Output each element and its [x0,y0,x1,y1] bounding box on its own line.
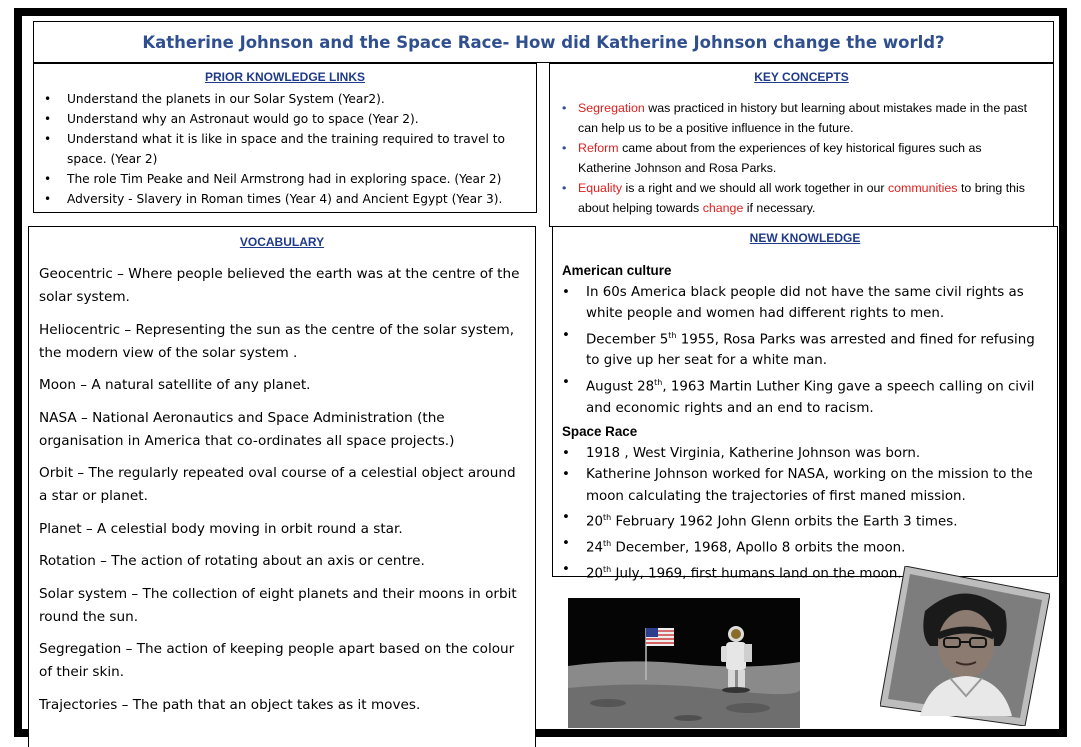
list-item [562,507,1050,533]
bullet-icon: • [562,284,570,300]
prior-knowledge-text: Adversity - Slavery in Roman times (Year 4) and Ancient Egypt (Year 3). [67,192,503,206]
list-item [562,443,1050,465]
list-item [562,178,1036,218]
list-item [44,89,524,109]
american-culture-heading: American culture [562,263,672,278]
ordinal-suffix: th [603,513,612,523]
concept-term: Reform [578,141,619,155]
bullet-icon: • [44,92,52,106]
prior-knowledge-text: Understand what it is like in space and the training required to travel to space. (Year 2) [67,132,505,166]
vocabulary-entry: Orbit – The regularly repeated oval course of a celestial object around a star or planet. [39,465,516,504]
list-item [44,169,524,189]
fact-text: 20 [586,514,604,530]
vocabulary-panel [28,226,536,747]
fact-text: August 28 [586,379,655,395]
list-item [562,138,1036,178]
vocabulary-entry: Moon – A natural satellite of any planet. [39,377,311,393]
list-item [562,325,1050,372]
fact-text: December, 1968, Apollo 8 orbits the moon. [611,540,906,556]
prior-knowledge-text: Understand why an Astronaut would go to space (Year 2). [67,112,419,126]
space-race-heading: Space Race [562,424,638,440]
bullet-icon: • [562,374,570,390]
list-item [562,464,1050,507]
list-item [562,372,1050,419]
list-item [562,282,1050,325]
ordinal-suffix: th [603,539,612,549]
list-item [44,109,524,129]
vocabulary-entry: Rotation – The action of rotating about an axis or centre. [39,553,425,569]
prior-knowledge-text: The role Tim Peake and Neil Armstrong had in exploring space. (Year 2) [67,172,502,186]
ordinal-suffix: th [603,565,612,575]
vocabulary-entry: Geocentric – Where people believed the earth was at the centre of the solar system. [39,266,520,305]
bullet-icon: • [562,467,570,483]
concept-text: is a right and we should all work together in our [622,181,888,195]
concept-term: Equality [578,181,623,195]
vocabulary-list [39,263,527,726]
concept-term: communities [887,181,958,195]
fact-text: 1955, Rosa Parks was arrested and fined for refusing to give up her seat for a white man. [586,331,1035,369]
bullet-icon: • [562,445,570,461]
concept-term: Segregation [578,101,645,115]
page-title: Katherine Johnson and the Space Race- How did Katherine Johnson change the world? [33,21,1054,63]
prior-knowledge-panel [33,63,537,213]
bullet-icon: • [562,536,570,552]
fact-text: In 60s America black people did not have the same civil rights as white people and women had different rights to men. [586,284,1024,321]
vocabulary-entry: Solar system – The collection of eight planets and their moons in orbit round the sun. [39,585,517,625]
concept-text: to bring this about helping towards [578,181,1025,215]
ordinal-suffix: th [654,377,663,387]
vocabulary-entry: NASA – National Aeronautics and Space Administration (the organisation in America that co-ordinates all space projects.) [39,409,455,449]
katherine-johnson-portrait [880,566,1050,726]
fact-text: , 1963 Martin Luther King gave a speech calling on civil and economic rights and an end to racism. [586,379,1035,416]
moon-landing-photo [568,598,800,728]
bullet-icon: • [562,141,567,155]
key-concepts-list [562,98,1036,218]
concept-text: if necessary. [743,201,816,215]
bullet-icon: • [44,112,52,126]
vocabulary-heading: VOCABULARY [239,235,325,249]
bullet-icon: • [562,510,570,526]
fact-text: 20 [586,566,604,582]
fact-text: 1918 , West Virginia, Katherine Johnson was born. [586,445,921,461]
prior-knowledge-heading: PRIOR KNOWLEDGE LINKS [204,70,365,84]
concept-term: change [702,201,744,215]
moon-landing-illustration [568,598,800,728]
bullet-icon: • [44,132,52,146]
fact-text: February 1962 John Glenn orbits the Earth 3 times. [611,514,958,530]
bullet-icon: • [44,172,52,186]
concept-text: was practiced in history but learning about mistakes made in the past can help us to be a positive influence in the future. [578,101,1028,135]
key-concepts-heading: KEY CONCEPTS [754,70,849,84]
new-knowledge-panel [552,226,1058,582]
new-knowledge-body [562,260,1050,585]
new-knowledge-heading: NEW KNOWLEDGE [749,231,861,245]
ordinal-suffix: th [668,330,677,340]
american-culture-list [562,282,1050,420]
list-item [562,98,1036,138]
space-race-list [562,443,1050,585]
prior-knowledge-list [44,89,524,209]
bullet-icon: • [562,181,567,195]
fact-text: July, 1969, first humans land on the moon. [611,566,902,582]
fact-text: Katherine Johnson worked for NASA, working on the mission to the moon calculating the trajectories of first maned mission. [586,467,1033,504]
vocabulary-entry: Segregation – The action of keeping people apart based on the colour of their skin. [39,641,515,680]
bullet-icon: • [562,562,570,578]
prior-knowledge-text: Understand the planets in our Solar System (Year2). [67,92,385,106]
bullet-icon: • [44,192,52,206]
bullet-icon: • [562,101,567,115]
concept-text: came about from the experiences of key historical figures such as Katherine Johnson and Rosa Parks. [578,141,982,175]
portrait-illustration [880,566,1050,726]
vocabulary-entry: Heliocentric – Representing the sun as the centre of the solar system, the modern view of the solar system . [39,321,515,361]
list-item [44,189,524,209]
fact-text: 24 [586,540,604,556]
fact-text: December 5 [586,331,669,347]
bullet-icon: • [562,327,570,343]
vocabulary-entry: Trajectories – The path that an object takes as it moves. [39,696,421,713]
list-item [44,129,524,169]
key-concepts-panel [549,63,1054,227]
vocabulary-entry: Planet – A celestial body moving in orbit round a star. [39,520,403,537]
list-item [562,533,1050,559]
